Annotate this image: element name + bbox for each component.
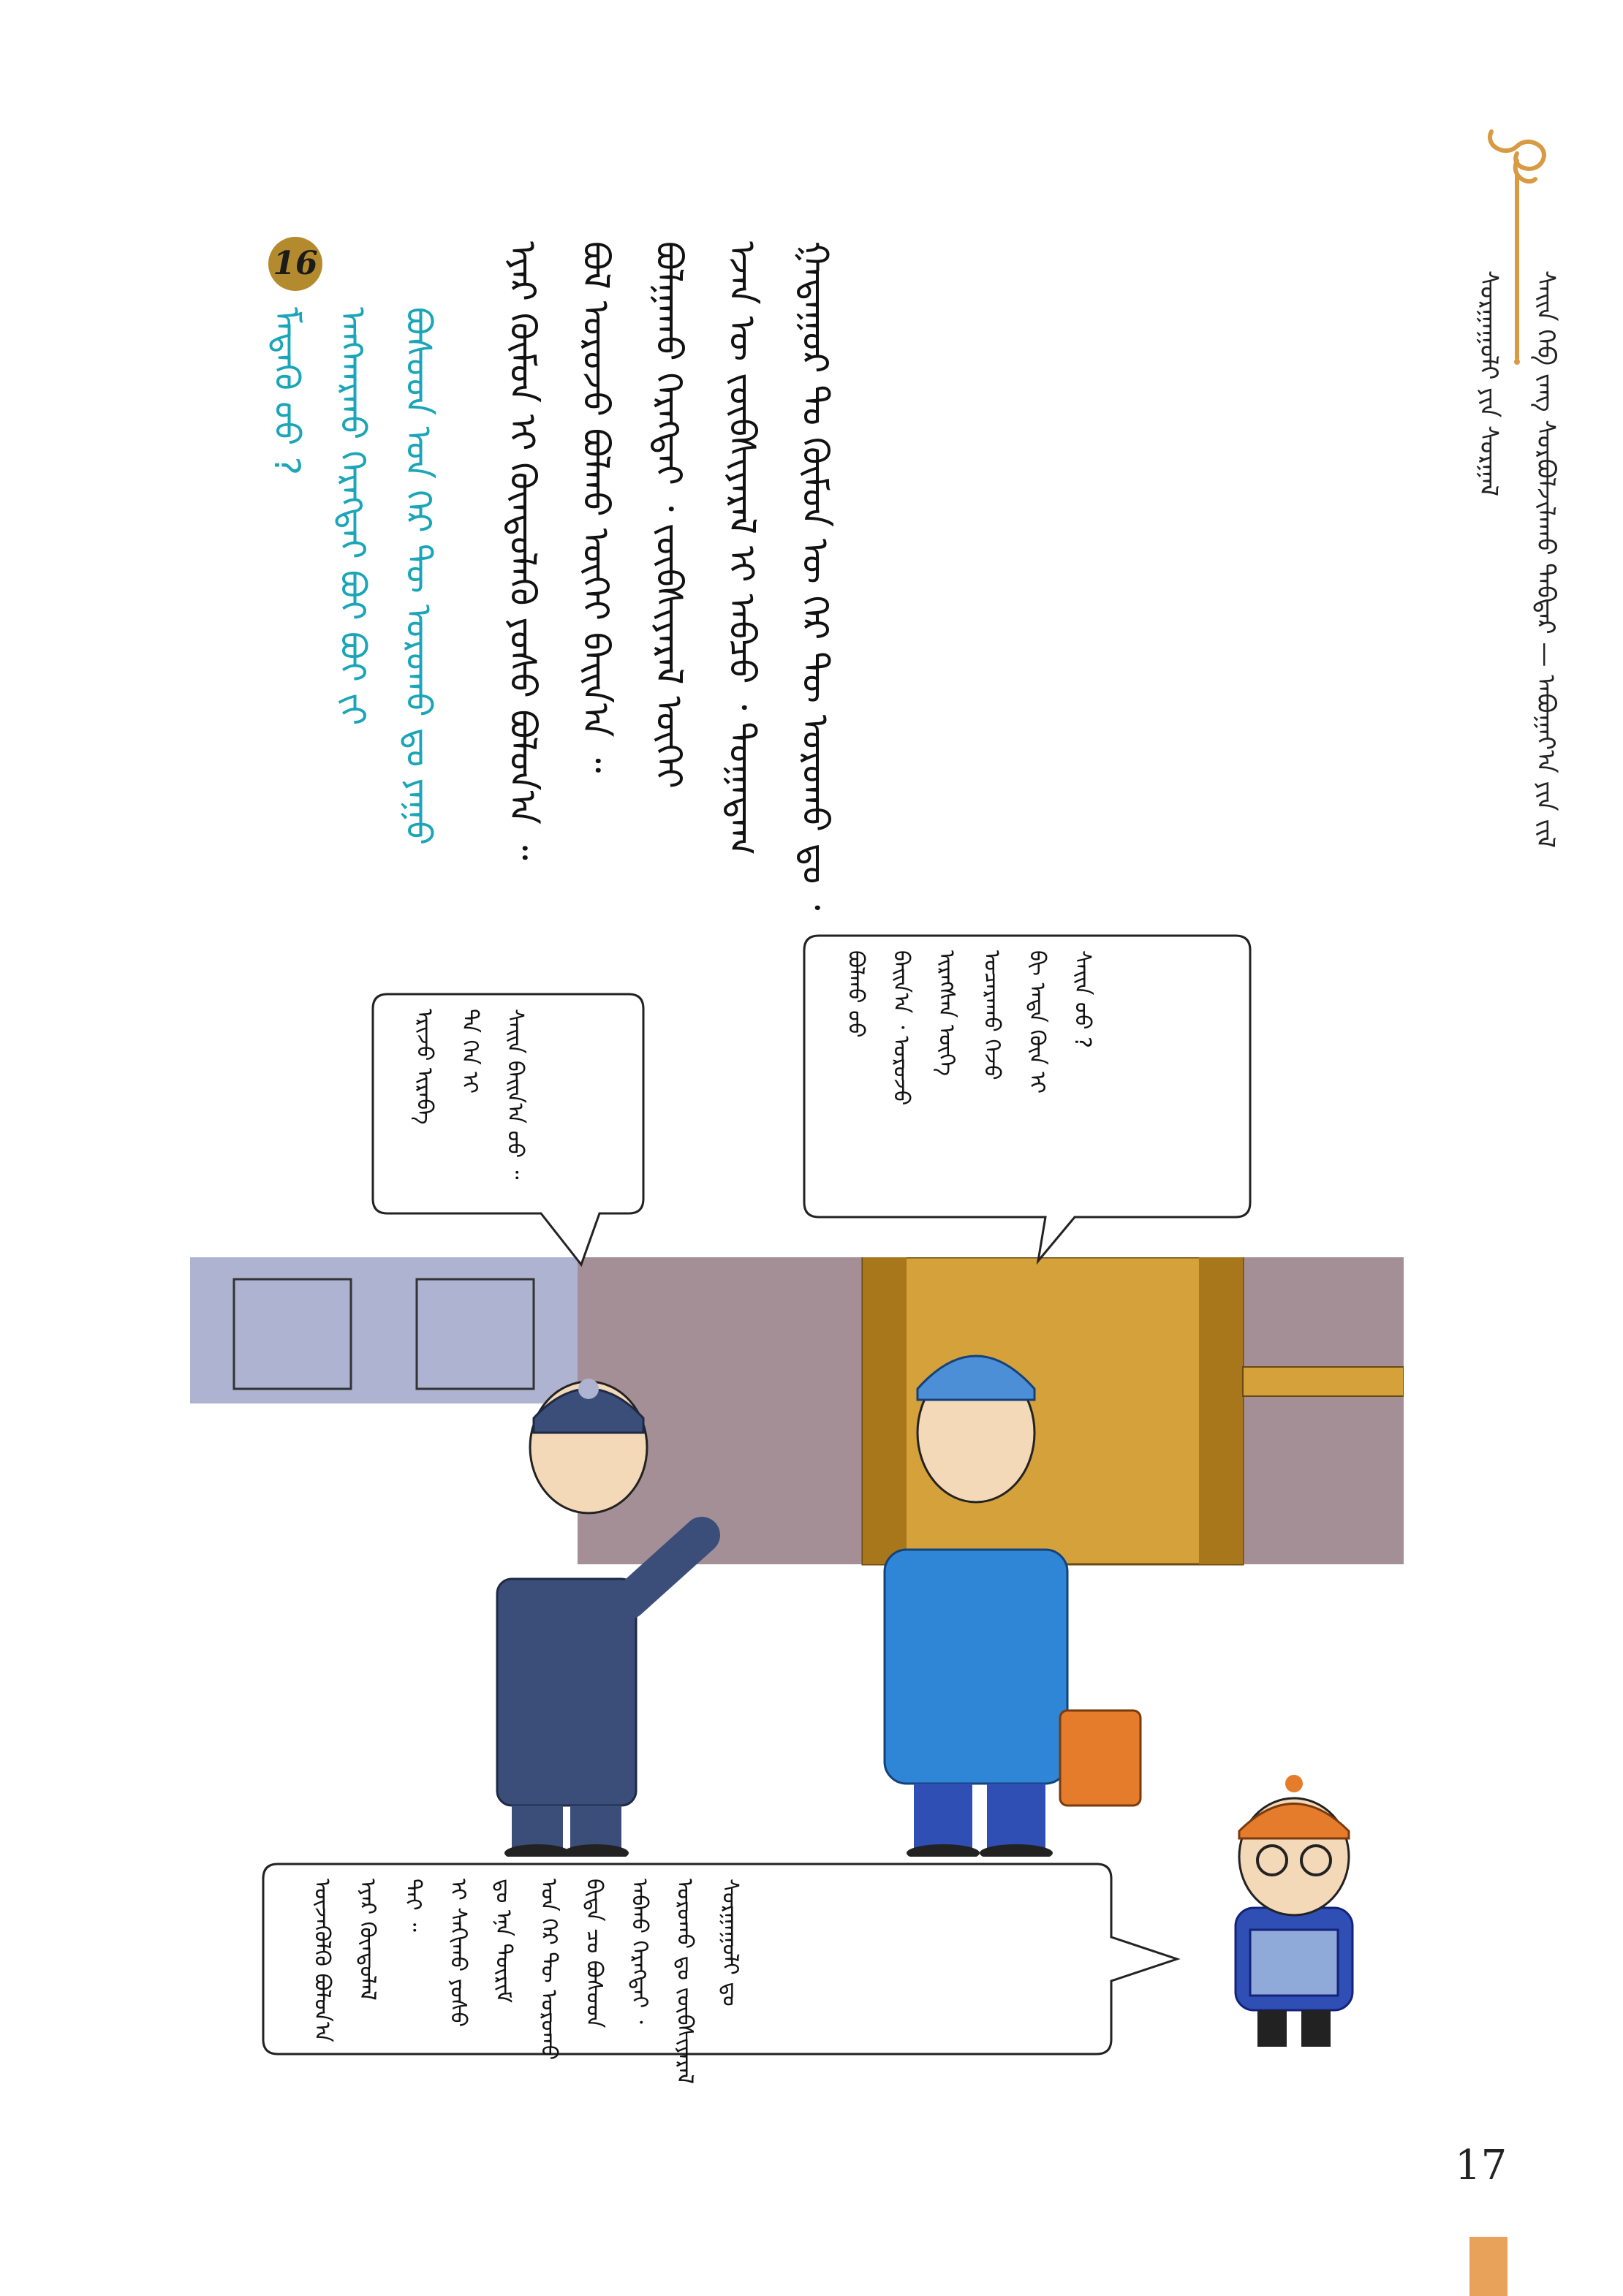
body-column: ᠡᠶᠡᠷ ᠬᠦᠮᠦᠨ ᠢ ᠬᠦᠨᠳᠦᠯᠡᠬᠦ ᠶᠣᠰᠣ ᠪᠣᠯᠤᠨ᠎ᠠ ᠃	[502, 241, 544, 860]
question-column: ᠠᠩᠬᠠᠷᠬᠤ ᠬᠡᠷᠡᠭᠲᠡᠢ ᠪᠤᠢ ᠪᠤᠢ ᠵᠢ	[332, 307, 373, 726]
bubble-column: ᠦᠵᠡᠬᠦᠯᠬᠦ ᠪᠣᠯᠤᠨ᠎ᠠ	[309, 1879, 335, 2042]
question-number-badge: 16	[268, 237, 322, 291]
header-column: ᠰᠠᠢᠨ ᠬᠡᠪ ᠵᠠᠩ ᠰᠤᠷᠪᠤᠯᠵᠢᠯᠠᠬᠤ ᠳᠡᠪᠲᠡᠷ — ᠠᠪᠤᠭᠠᠶ᠎ᠠ ᠶᠢᠨ ᠵᠢᠯ	[1531, 270, 1560, 849]
bubble-column: ᠡᠶᠡᠷ ᠬᠦᠨᠳᠦᠯᠡᠯ	[355, 1879, 380, 2001]
running-header	[1469, 270, 1586, 870]
bubble-column: ᠪᠣᠯᠬᠤ ᠤᠤ	[843, 950, 869, 1038]
bubble-column: ᠣᠷᠣᠬᠤ ᠳᠤ ᠵᠦᠪᠰᠢᠶᠡᠷᠡᠯ	[672, 1879, 697, 2084]
page-number: 17	[1455, 2142, 1507, 2189]
page-edge-tab	[1469, 2237, 1507, 2296]
body-column: ᠭᠠᠳᠠᠭᠤᠷ ᠲᠤ ᠬᠦᠮᠦᠨ ᠦ ᠭᠡᠷ ᠲᠦ ᠣᠷᠣᠬᠤ ᠳᠤ ᠂	[794, 241, 836, 911]
bubble-column: ᠪᠠᠢᠨ᠎ᠠ ᠂ ᠣᠷᠣᠵᠤ	[888, 950, 914, 1106]
bubble-column: ᠰᠠᠢᠨ ᠪᠠᠢᠨ᠎ᠠ ᠤᠤ ᠃	[502, 1009, 528, 1180]
question-column: ᠮᠡᠳᠡᠬᠦ ᠦᠦ ?	[266, 307, 307, 476]
bubble-column: ᠰᠤᠷᠭᠠᠭᠤᠯᠢ ᠳᠤ	[717, 1879, 743, 2007]
body-column: ᠪᠣᠯᠭᠠᠬᠤ ᠬᠡᠷᠡᠭᠲᠡᠢ ᠂ ᠵᠦᠪᠰᠢᠶᠡᠷᠡᠯ ᠦᠭᠡᠢ	[648, 241, 690, 789]
satchel	[1060, 1710, 1140, 1806]
question-text	[263, 307, 442, 877]
bubble-column: ᠪᠢ ᠡᠨᠳᠡ ᠬᠦᠨ ᠢ	[1024, 950, 1050, 1094]
visitor-bubble-text	[841, 950, 1097, 1184]
bubble-column: ᠤᠨ ᠭᠡᠷ ᠲᠦ ᠣᠷᠣᠬᠤ	[536, 1879, 561, 2061]
body-column: ᠪᠣᠯ ᠣᠷᠣᠵᠤ ᠪᠣᠯᠬᠤ ᠦᠭᠡᠢ ᠪᠠᠢᠨ᠎ᠠ ᠃	[575, 241, 617, 773]
bubble-column: ᠡᠷᠢᠵᠦ ᠢᠷᠡᠪᠡ	[412, 1009, 437, 1125]
body-column: ᠡᠵᠡᠨ ᠦ ᠵᠥᠪᠰᠢᠶᠡᠷᠡᠯ ᠢ ᠠᠪᠴᠤ ᠂ ᠲᠣᠭᠠᠳᠠᠭ	[721, 241, 763, 856]
bubble-column: ᠤᠴᠠᠷᠠᠬᠤ ᠭᠡᠵᠦ	[979, 950, 1005, 1080]
header-column: ᠰᠤᠷᠭᠠᠭᠤᠯᠢ ᠶᠢᠨ ᠰᠤᠷᠭᠠᠯ	[1474, 270, 1503, 496]
bubble-column: ᠰᠠᠢᠨ ᠤᠤ ?	[1070, 950, 1095, 1048]
bubble-column: ᠢ ᠰᠠᠬᠢᠬᠤ ᠶᠣᠰᠣ	[445, 1879, 471, 2028]
book	[1250, 1930, 1338, 1996]
question-column: ᠪᠤᠰᠤᠳ ᠤᠨ ᠭᠡᠷ ᠲᠦ ᠣᠷᠣᠬᠤ ᠳᠤ ᠶᠠᠭᠤ	[398, 307, 439, 846]
body-paragraph	[497, 241, 841, 911]
bubble-column: ᠢᠷᠡᠭᠰᠡᠨ ᠦᠭᠡ	[934, 950, 959, 1076]
bubble-column: ᠳᠤ ᠡᠨᠡ ᠳᠦᠷᠢᠮ	[491, 1879, 516, 2004]
bubble-column: ᠲᠠ ᠬᠡᠨ ᠢ	[457, 1009, 483, 1094]
bubble-column: ᠪᠢᠳᠡ ᠴᠤ ᠪᠤᠰᠤᠳ	[581, 1879, 607, 2028]
bubble-column: ᠲᠠᠢ ᠃	[400, 1879, 425, 1932]
bubble-column: ᠠᠪᠬᠤ ᠬᠡᠷᠡᠭᠲᠡᠢ ᠂	[627, 1879, 652, 2024]
child-reader-figure	[1199, 1762, 1389, 2054]
guard-bubble-text	[409, 1009, 529, 1191]
child-bubble-text	[307, 1879, 744, 2084]
